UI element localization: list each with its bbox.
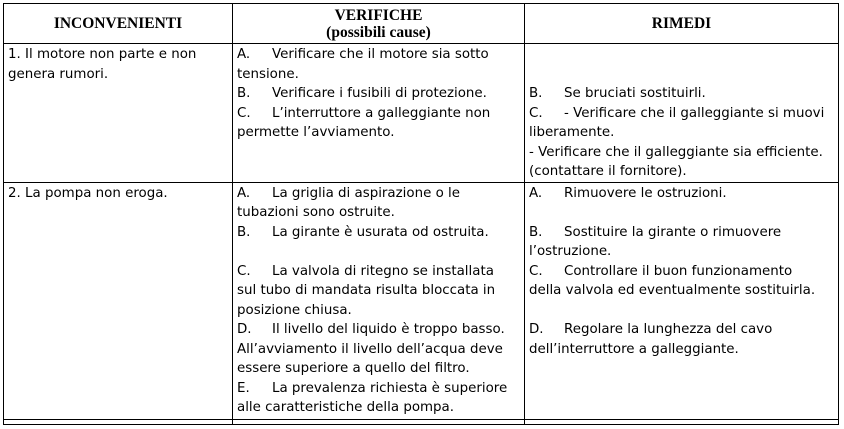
- remedy-item-d: [529, 320, 834, 340]
- problem-text: genera rumori.: [8, 66, 109, 82]
- problem-cell: [4, 182, 233, 419]
- check-label: C.: [237, 263, 251, 279]
- check-label: A.: [237, 185, 251, 201]
- check-text: Verificare i fusibili di protezione.: [272, 86, 487, 101]
- check-text-cont: alle caratteristiche della pompa.: [237, 400, 455, 415]
- check-label: B.: [237, 86, 251, 101]
- remedy-item-c: [529, 104, 834, 124]
- remedy-label: A.: [529, 185, 543, 201]
- check-text: Verificare che il motore sia sotto: [272, 47, 489, 62]
- table-row: [4, 182, 839, 419]
- check-item-a: [237, 45, 520, 65]
- problem-cell: [4, 44, 233, 183]
- remedy-label: B.: [529, 86, 543, 101]
- check-item-a: [237, 184, 520, 204]
- empty-cell: [4, 419, 233, 424]
- remedies-cell: [525, 44, 839, 183]
- header-verifiche-title: VERIFICHE: [334, 6, 423, 24]
- remedy-label: C.: [529, 105, 543, 121]
- check-label: B.: [237, 224, 251, 240]
- remedy-text: Sostituire la girante o rimuovere: [564, 224, 782, 240]
- remedy-text: Controllare il buon funzionamento: [564, 263, 793, 279]
- check-item-b: [237, 84, 520, 104]
- troubleshooting-table: [3, 3, 839, 425]
- empty-cell: [525, 419, 839, 424]
- check-label: E.: [237, 380, 250, 396]
- check-item-b: [237, 223, 520, 243]
- remedy-text: - Verificare che il galleggiante sia efficiente.: [529, 144, 823, 160]
- checks-cell: [233, 44, 525, 183]
- header-row: [4, 4, 839, 44]
- check-text: La griglia di aspirazione o le: [272, 185, 460, 201]
- remedy-label: D.: [529, 322, 544, 337]
- problem-text: 1. Il motore non parte e non: [8, 47, 197, 62]
- remedy-text-cont: della valvola ed eventualmente sostituirla.: [529, 283, 816, 298]
- remedy-text-cont: dell’interruttore a galleggiante.: [529, 341, 739, 357]
- remedies-cell: [525, 182, 839, 419]
- check-text-cont: tensione.: [237, 66, 299, 82]
- check-text: La valvola di ritegno se installata: [272, 263, 494, 279]
- check-text: La prevalenza richiesta è superiore: [272, 380, 508, 396]
- table-row: [4, 419, 839, 424]
- table-row: [4, 44, 839, 183]
- remedy-text-cont: liberamente.: [529, 125, 615, 140]
- remedy-label: C.: [529, 263, 543, 279]
- check-text-cont: tubazioni sono ostruite.: [237, 205, 395, 220]
- header-rimedi: RIMEDI: [525, 4, 839, 44]
- header-verifiche: [233, 4, 525, 44]
- check-item-e: [237, 379, 520, 399]
- remedy-item-a: [529, 184, 834, 204]
- check-text-cont: permette l’avviamento.: [237, 125, 395, 140]
- remedy-item-c: [529, 262, 834, 282]
- empty-cell: [233, 419, 525, 424]
- check-text-cont: All’avviamento il livello dell’acqua deve: [237, 341, 503, 357]
- check-text: La girante è usurata od ostruita.: [272, 224, 489, 240]
- remedy-label: B.: [529, 224, 543, 240]
- remedy-text-cont: l’ostruzione.: [529, 244, 612, 259]
- problem-text: 2. La pompa non eroga.: [8, 185, 168, 201]
- remedy-text: - Verificare che il galleggiante si muovi: [564, 105, 825, 121]
- remedy-text: Regolare la lunghezza del cavo: [564, 322, 773, 337]
- check-text: L’interruttore a galleggiante non: [272, 105, 491, 121]
- checks-cell: [233, 182, 525, 419]
- check-text-cont: posizione chiusa.: [237, 302, 352, 318]
- remedy-text: Se bruciati sostituirli.: [564, 86, 706, 101]
- remedy-text: Rimuovere le ostruzioni.: [564, 185, 727, 201]
- check-text: Il livello del liquido è troppo basso.: [272, 322, 505, 337]
- check-label: A.: [237, 47, 251, 62]
- check-item-d: [237, 320, 520, 340]
- check-label: D.: [237, 322, 252, 337]
- remedy-item-b: [529, 84, 834, 104]
- remedy-item-b: [529, 223, 834, 243]
- check-item-c: [237, 104, 520, 124]
- check-text-cont: sul tubo di mandata risulta bloccata in: [237, 283, 496, 298]
- check-text-cont: essere superiore a quello del filtro.: [237, 361, 470, 376]
- header-verifiche-subtitle: (possibili cause): [326, 23, 431, 41]
- remedy-text-cont: (contattare il fornitore).: [529, 164, 687, 179]
- check-label: C.: [237, 105, 251, 121]
- header-inconvenienti: INCONVENIENTI: [4, 4, 233, 44]
- check-item-c: [237, 262, 520, 282]
